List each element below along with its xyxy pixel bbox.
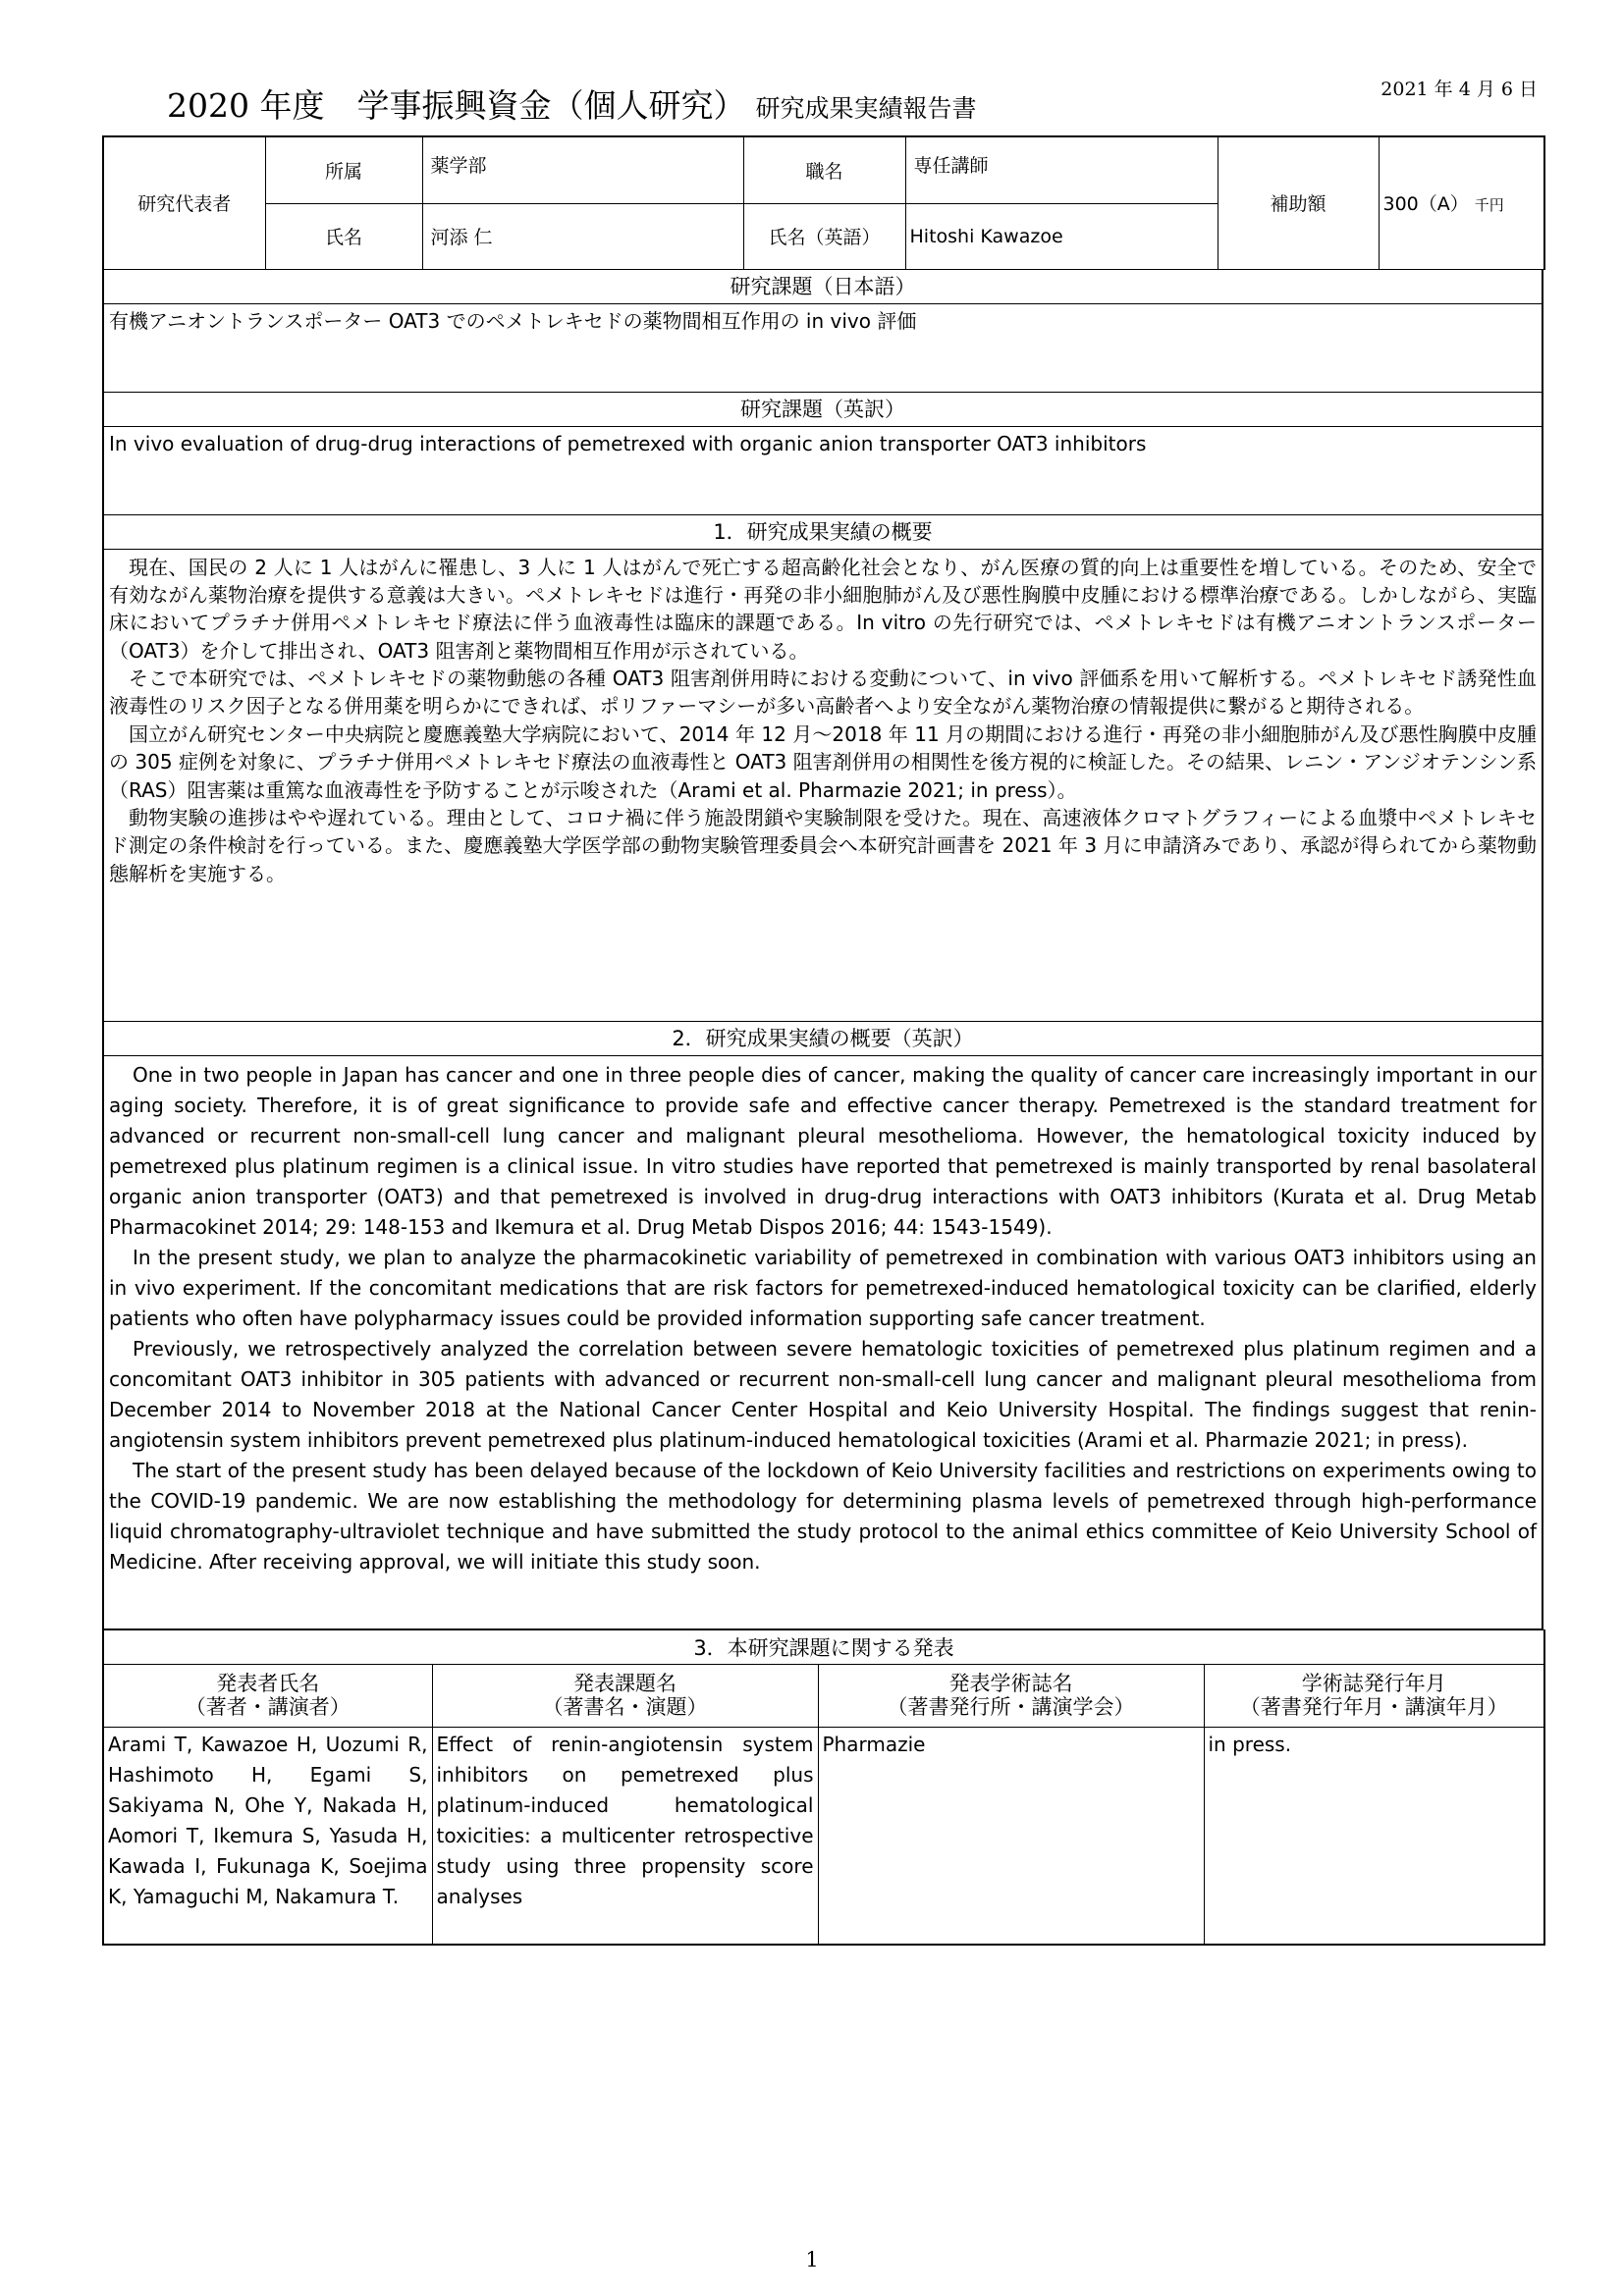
representative-label: 研究代表者	[103, 136, 265, 269]
theme-jp-label: 研究課題（日本語）	[104, 270, 1542, 304]
pub-header-journal	[818, 1664, 1204, 1727]
summary-en-paragraph: One in two people in Japan has cancer and one in three people dies of cancer, making the quality of cancer care increasingly important in our aging society. Therefore, it is of great significance to provide safe and effective cancer therapy. Pemetrexed is the standard treatment for advanced or recurrent non-small-cell lung cancer and malignant pleural mesothelioma. However, the hematological toxicity induced by pemetrexed plus platinum regimen is a clinical issue. In vitro studies have reported that pemetrexed is mainly transported by renal basolateral organic anion transporter (OAT3) and that pemetrexed is involved in drug-drug interactions with OAT3 inhibitors (Kurata et al. Drug Metab Pharmacokinet 2014; 29: 148-153 and Ikemura et al. Drug Metab Dispos 2016; 44: 1543-1549).	[109, 1062, 1537, 1239]
pub-header-title	[432, 1664, 818, 1727]
summary-jp-label: 1．研究成果実績の概要	[104, 515, 1542, 550]
publications-table	[102, 1629, 1545, 1947]
position-value: 専任講師	[905, 136, 1218, 203]
title-main: 2020 年度 学事振興資金（個人研究）	[167, 86, 746, 125]
summary-jp-body	[104, 550, 1542, 892]
pub-date: in press.	[1204, 1727, 1544, 1945]
pub-header-authors	[103, 1664, 432, 1727]
theme-en-label: 研究課題（英訳）	[104, 393, 1542, 427]
summary-en-section	[102, 1022, 1543, 1629]
summary-jp-paragraph: 動物実験の進捗はやや遅れている。理由として、コロナ禍に伴う施設閉鎖や実験制限を受けた。現在、高速液体クロマトグラフィーによる血漿中ペメトレキセド測定の条件検討を行っている。また、慶應義塾大学医学部の動物実験管理委員会へ本研究計画書を 2021 年 3 月に申請済みであり、承認が得られてから薬物動態解析を実施する。	[109, 806, 1537, 885]
pub-header-line1: 発表者氏名	[216, 1671, 320, 1695]
pub-authors: Arami T, Kawazoe H, Uozumi R, Hashimoto H, Egami S, Sakiyama N, Ohe Y, Nakada H, Aomori T, Ikemura S, Yasuda H, Kawada I, Fukunaga K, Soejima K, Yamaguchi M, Nakamura T.	[103, 1727, 432, 1945]
pub-journal: Pharmazie	[818, 1727, 1204, 1945]
name-en-value: Hitoshi Kawazoe	[905, 203, 1218, 269]
name-en-label: 氏名（英語）	[743, 203, 905, 269]
position-label: 職名	[743, 136, 905, 203]
pub-header-line1: 発表課題名	[573, 1671, 677, 1695]
page-number: 1	[805, 2248, 819, 2271]
name-value: 河添 仁	[422, 203, 743, 269]
theme-jp-text: 有機アニオントランスポーター OAT3 でのペメトレキセドの薬物間相互作用の in vivo 評価	[109, 308, 917, 333]
researcher-info-table	[102, 135, 1545, 270]
grant-unit: 千円	[1474, 196, 1504, 215]
pub-header-line1: 発表学術誌名	[948, 1671, 1073, 1695]
report-date: 2021 年 4 月 6 日	[1380, 79, 1538, 100]
summary-jp-section	[102, 515, 1543, 1022]
summary-en-body	[104, 1056, 1542, 1581]
summary-en-paragraph: In the present study, we plan to analyze the pharmacokinetic variability of pemetrexed in combination with various OAT3 inhibitors using an in vivo experiment. If the concomitant medications that are risk factors for pemetrexed-induced hematological toxicity can be clarified, elderly patients who often have polypharmacy issues could be provided information supporting safe cancer treatment.	[109, 1245, 1537, 1330]
publications-label: 3．本研究課題に関する発表	[103, 1629, 1544, 1664]
summary-en-paragraph: Previously, we retrospectively analyzed the correlation between severe hematologic toxicities of pemetrexed plus platinum regimen and a concomitant OAT3 inhibitor in 305 patients with advanced or recurrent non-small-cell lung cancer and malignant pleural mesothelioma from December 2014 to November 2018 at the National Cancer Center Hospital and Keio University Hospital. The findings suggest that renin-angiotensin system inhibitors prevent pemetrexed plus platinum-induced hematological toxicities (Arami et al. Pharmazie 2021; in press).	[109, 1336, 1537, 1452]
summary-en-label: 2．研究成果実績の概要（英訳）	[104, 1022, 1542, 1056]
grant-label: 補助額	[1218, 136, 1379, 269]
grant-amount	[1379, 136, 1544, 269]
affiliation-value: 薬学部	[422, 136, 743, 203]
name-label: 氏名	[265, 203, 422, 269]
pub-header-line1: 学術誌発行年月	[1301, 1671, 1446, 1695]
summary-jp-paragraph: 国立がん研究センター中央病院と慶應義塾大学病院において、2014 年 12 月～2018 年 11 月の期間における進行・再発の非小細胞肺がん及び悪性胸膜中皮腫の 305 症例を対象に、プラチナ併用ペメトレキセド療法の血液毒性と OAT3 阻害剤併用の相関性を後方視的に検証した。その結果、レニン・アンジオテンシン系（RAS）阻害薬は重篤な血液毒性を予防することが示唆された（Arami et al. Pharmazie 2021; in press）。	[109, 721, 1537, 802]
summary-en-paragraph: The start of the present study has been delayed because of the lockdown of Keio University facilities and restrictions on experiments owing to the COVID-19 pandemic. We are now establishing the methodology for determining plasma levels of pemetrexed through high-performance liquid chromatography-ultraviolet technique and have submitted the study protocol to the animal ethics committee of Keio University School of Medicine. After receiving approval, we will initiate this study soon.	[109, 1458, 1537, 1574]
pub-header-line2: （著書名・演題）	[542, 1695, 708, 1719]
pub-header-line2: （著書発行年月・講演年月）	[1239, 1695, 1508, 1719]
pub-header-line2: （著者・講演者）	[185, 1695, 351, 1719]
pub-header-date	[1204, 1664, 1544, 1727]
pub-title: Effect of renin-angiotensin system inhibitors on pemetrexed plus platinum-induced hematological toxicities: a multicenter retrospective study using three propensity score analyses	[432, 1727, 818, 1945]
table-row	[103, 1727, 1544, 1945]
title-sub: 研究成果実績報告書	[755, 94, 977, 123]
theme-en-text: In vivo evaluation of drug-drug interactions of pemetrexed with organic anion transporter OAT3 inhibitors	[109, 431, 1147, 455]
report-sheet	[102, 135, 1543, 1946]
theme-jp-section	[102, 270, 1543, 393]
page-title	[167, 80, 977, 127]
theme-en-section	[102, 393, 1543, 515]
pub-header-line2: （著書発行所・講演学会）	[887, 1695, 1135, 1719]
summary-jp-paragraph: そこで本研究では、ペメトレキセドの薬物動態の各種 OAT3 阻害剤併用時における変動について、in vivo 評価系を用いて解析する。ペメトレキセド誘発性血液毒性のリスク因子となる併用薬を明らかにできれば、ポリファーマシーが多い高齢者へより安全ながん薬物治療の情報提供に繋がると期待される。	[109, 667, 1537, 719]
grant-value: 300（A）	[1382, 193, 1469, 216]
summary-jp-paragraph: 現在、国民の 2 人に 1 人はがんに罹患し、3 人に 1 人はがんで死亡する超高齢化社会となり、がん医療の質的向上は重要性を増している。そのため、安全で有効ながん薬物治療を提供する意義は大きい。ペメトレキセドは進行・再発の非小細胞肺がん及び悪性胸膜中皮腫における標準治療である。しかしながら、実臨床においてプラチナ併用ペメトレキセド療法に伴う血液毒性は臨床的課題である。In vitro の先行研究では、ペメトレキセドは有機アニオントランスポーター（OAT3）を介して排出され、OAT3 阻害剤と薬物間相互作用が示されている。	[109, 555, 1537, 663]
affiliation-label: 所属	[265, 136, 422, 203]
